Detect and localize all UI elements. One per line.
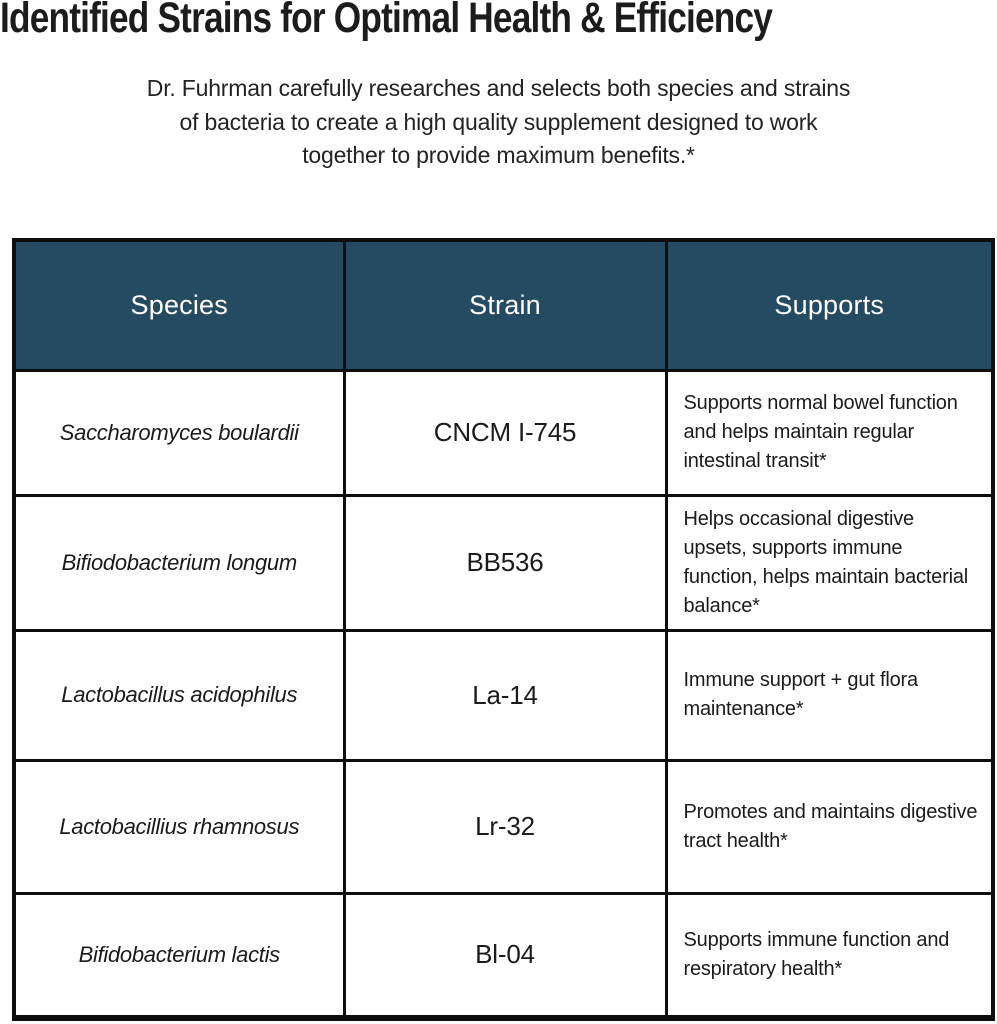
subtitle-line-3: together to provide maximum benefits.*	[302, 142, 695, 168]
page-subtitle	[0, 72, 997, 173]
species-cell: Lactobacillius rhamnosus	[14, 760, 344, 893]
table-row	[14, 370, 993, 495]
strain-cell: La-14	[344, 630, 666, 760]
strain-cell: CNCM I-745	[344, 370, 666, 495]
table-row	[14, 495, 993, 630]
table-row	[14, 630, 993, 760]
table-row	[14, 760, 993, 893]
supports-cell: Supports normal bowel function and helps maintain regular intestinal transit*	[666, 370, 993, 495]
table-header	[14, 240, 993, 370]
table-header-row	[14, 240, 993, 370]
table-row	[14, 893, 993, 1018]
supports-cell: Supports immune function and respiratory health*	[666, 893, 993, 1018]
subtitle-line-1: Dr. Fuhrman carefully researches and selects both species and strains	[146, 75, 851, 101]
strains-table	[12, 238, 995, 1021]
species-cell: Bifidobacterium lactis	[14, 893, 344, 1018]
strain-cell: Lr-32	[344, 760, 666, 893]
strain-cell: Bl-04	[344, 893, 666, 1018]
species-cell: Bifiodobacterium longum	[14, 495, 344, 630]
supports-cell: Helps occasional digestive upsets, supports immune function, helps maintain bacterial balance*	[666, 495, 993, 630]
column-header-supports: Supports	[666, 240, 993, 370]
subtitle-line-2: of bacteria to create a high quality supplement designed to work	[179, 108, 818, 135]
species-cell: Saccharomyces boulardii	[14, 370, 344, 495]
column-header-species: Species	[14, 240, 344, 370]
species-cell: Lactobacillus acidophilus	[14, 630, 344, 760]
page-title: Identified Strains for Optimal Health & Efficiency	[0, 0, 773, 42]
strain-cell: BB536	[344, 495, 666, 630]
supports-cell: Promotes and maintains digestive tract health*	[666, 760, 993, 893]
column-header-strain: Strain	[344, 240, 666, 370]
supports-cell: Immune support + gut flora maintenance*	[666, 630, 993, 760]
